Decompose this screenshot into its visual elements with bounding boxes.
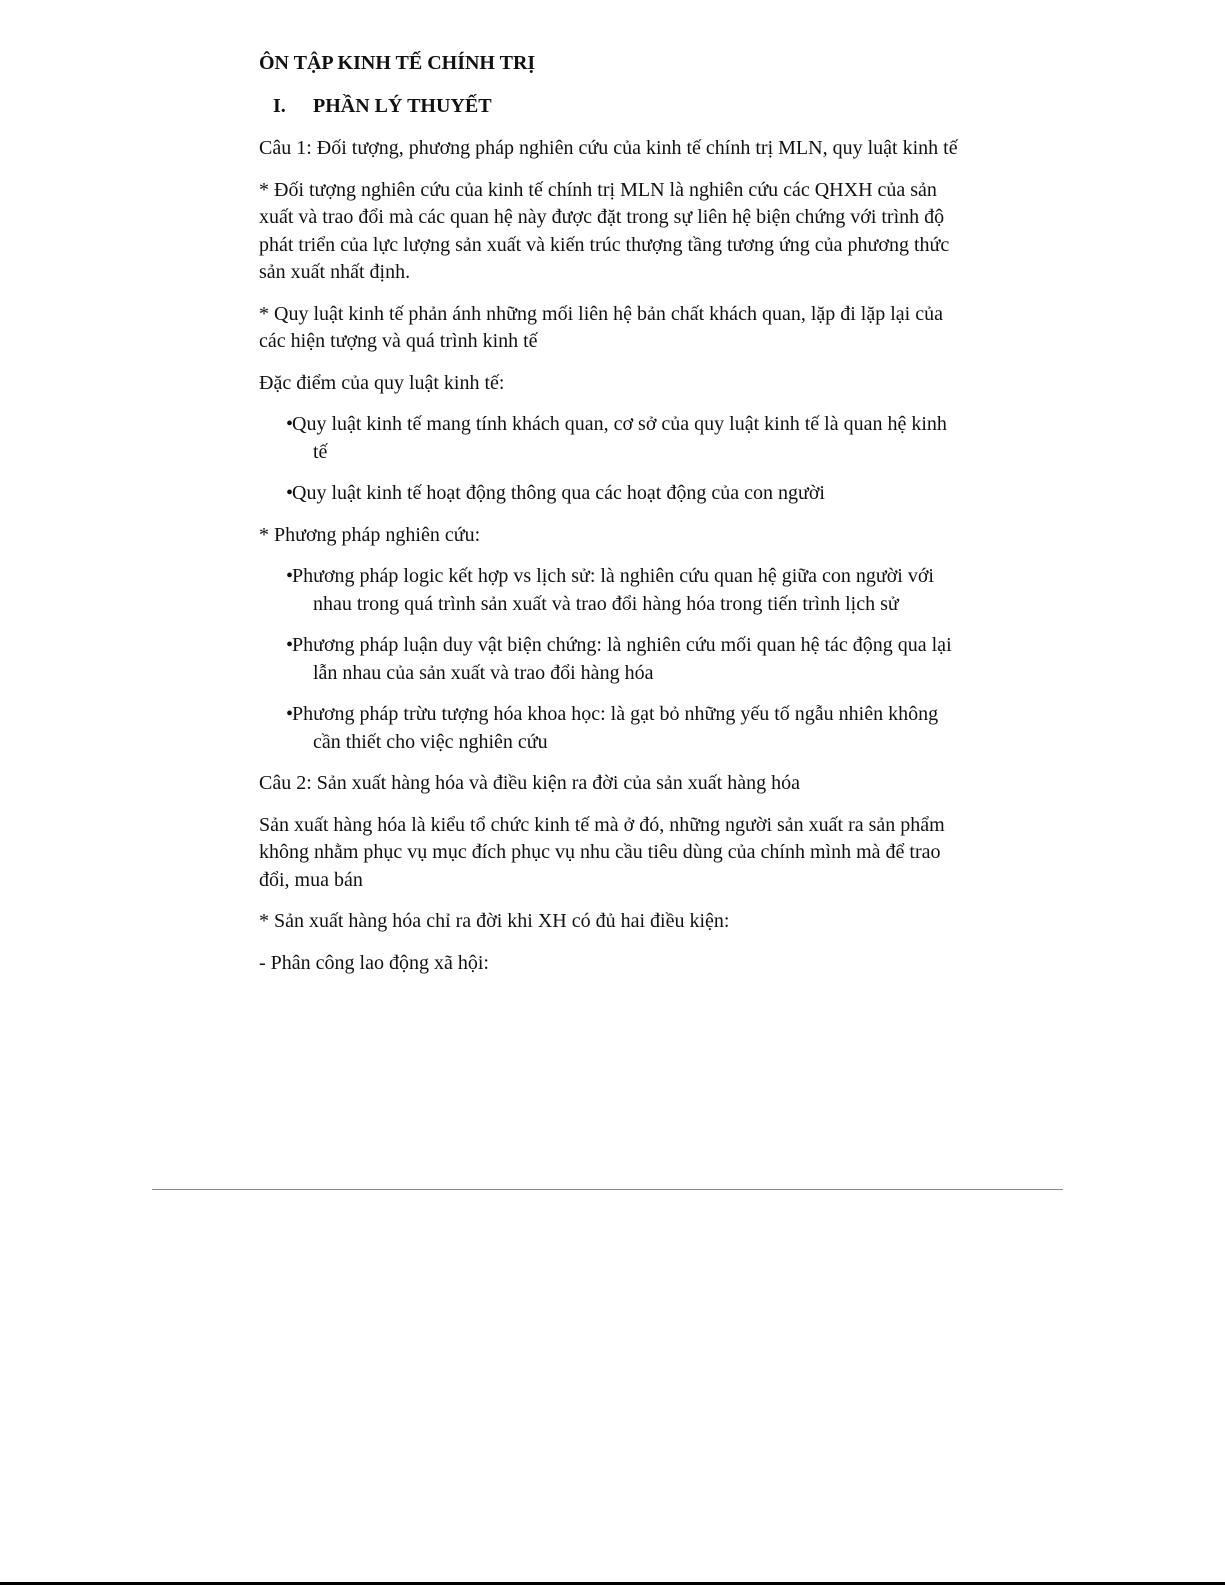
list-item bbox=[286, 701, 959, 756]
bullet-icon: • bbox=[286, 565, 294, 587]
section-title: PHẦN LÝ THUYẾT bbox=[313, 95, 492, 117]
list-item bbox=[286, 632, 959, 687]
document-title: ÔN TẬP KINH TẾ CHÍNH TRỊ bbox=[259, 52, 536, 74]
list-item-text: Phương pháp trừu tượng hóa khoa học: là gạt bỏ những yếu tố ngẫu nhiên không cần thiết cho việc nghiên cứu bbox=[292, 703, 939, 753]
list-item-text: Quy luật kinh tế mang tính khách quan, cơ sở của quy luật kinh tế là quan hệ kinh tế bbox=[292, 413, 947, 463]
bullet-icon: • bbox=[286, 634, 294, 656]
paragraph-economic-law: * Quy luật kinh tế phản ánh những mối liên hệ bản chất khách quan, lặp đi lặp lại của các hiện tượng và quá trình kinh tế bbox=[259, 302, 943, 352]
question-2-heading: Câu 2: Sản xuất hàng hóa và điều kiện ra đời của sản xuất hàng hóa bbox=[259, 772, 800, 794]
bullet-icon: • bbox=[286, 413, 294, 435]
paragraph-division-of-labor: - Phân công lao động xã hội: bbox=[259, 951, 489, 974]
list-item-text: Phương pháp logic kết hợp vs lịch sử: là nghiên cứu quan hệ giữa con người với nhau trong quá trình sản xuất và trao đổi hàng hóa trong tiến trình lịch sử bbox=[292, 565, 934, 615]
list-item-text: Phương pháp luận duy vật biện chứng: là nghiên cứu mối quan hệ tác động qua lại lẫn nhau của sản xuất và trao đổi hàng hóa bbox=[292, 634, 952, 684]
list-item bbox=[286, 480, 959, 508]
bullet-icon: • bbox=[286, 703, 294, 725]
paragraph-commodity-production: Sản xuất hàng hóa là kiểu tổ chức kinh tế mà ở đó, những người sản xuất ra sản phẩm không nhằm phục vụ mục đích phục vụ nhu cầu tiêu dùng của chính mình mà để trao đổi, mua bán bbox=[259, 813, 945, 891]
page-divider bbox=[152, 1189, 1063, 1190]
list-item bbox=[286, 411, 959, 466]
question-1-heading: Câu 1: Đối tượng, phương pháp nghiên cứu của kinh tế chính trị MLN, quy luật kinh tế bbox=[259, 137, 958, 159]
paragraph-conditions: * Sản xuất hàng hóa chỉ ra đời khi XH có đủ hai điều kiện: bbox=[259, 910, 730, 932]
section-heading bbox=[259, 91, 959, 121]
bullet-icon: • bbox=[286, 482, 294, 504]
section-number: I. bbox=[273, 95, 286, 117]
paragraph-subject: * Đối tượng nghiên cứu của kinh tế chính trị MLN là nghiên cứu các QHXH của sản xuất và trao đổi mà các quan hệ này được đặt trong sự liên hệ biện chứng với trình độ phát triển của lực lượng sản xuất và kiến trúc thượng tầng tương ứng của phương thức sản xuất nhất định. bbox=[259, 178, 950, 283]
document-page bbox=[259, 48, 959, 991]
list-item-text: Quy luật kinh tế hoạt động thông qua các hoạt động của con người bbox=[292, 482, 825, 504]
paragraph-law-features-heading: Đặc điểm của quy luật kinh tế: bbox=[259, 371, 505, 394]
methods-heading: * Phương pháp nghiên cứu: bbox=[259, 523, 481, 546]
list-item bbox=[286, 563, 959, 618]
